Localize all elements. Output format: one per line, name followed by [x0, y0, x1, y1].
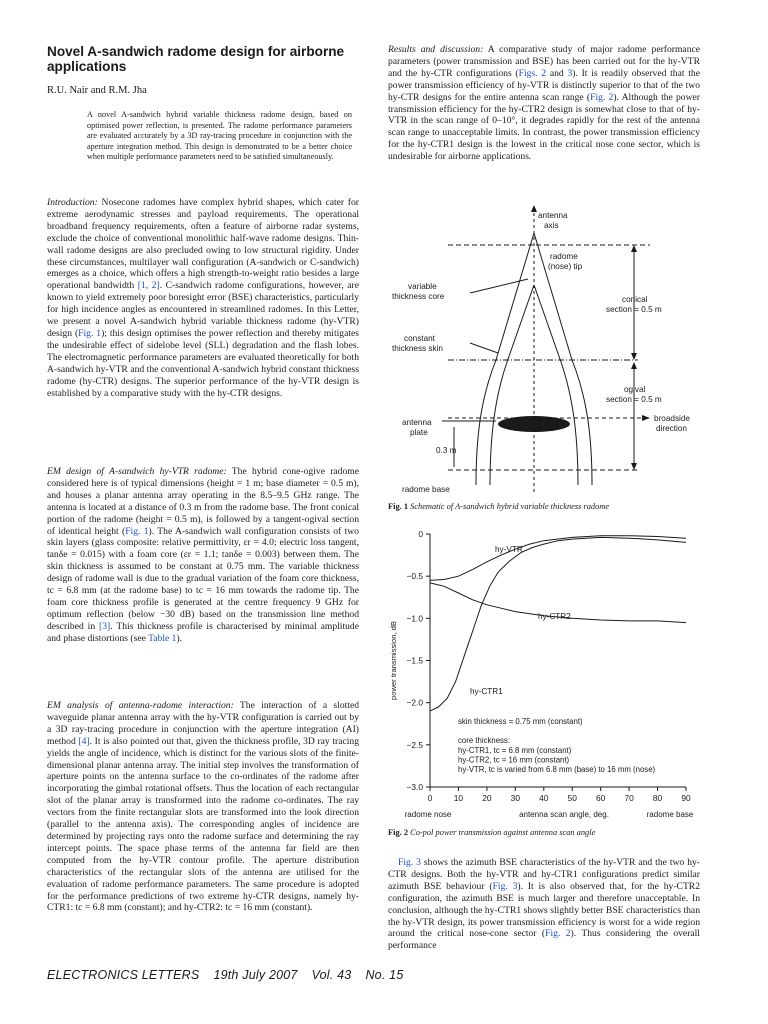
em-design-text-1: The hybrid cone-ogive radome considered here is of typical dimensions (height = 1 m; base diameter = 0.5 m), and houses a planar antenna array operating in the 8.5–9.5 GHz range. The antenna is located at a distance of 0.3 m from the radome base. The front conical portion of the radome (height = 0.5 m), is followed by a tangent-ogival section of identical height ( [47, 466, 359, 537]
label-broadside-2: direction [656, 424, 687, 433]
y-tick-label: −0.5 [406, 571, 423, 582]
em-design-text-2: ). The A-sandwich wall configuration consists of two skin layers (glass composite: relative permittivity, εr = 4.0; electric loss tangent, tanδe = 0.015) with a foam core (εr = 1.1; tanδe = 0.003) between them. The skin thickness is assumed to be constant at 0.75 mm. The variable thickness design of radome wall is due to the gradual variation of the foam core thickness, tc = 6.8 mm (at the radome base) to tc = 16 mm towards the radome tip. The foam core thickness profile is generated at the centre frequency 9 GHz for optimum reflection (below −30 dB) based on the transmission line method described in [47, 525, 359, 632]
label-variable-core-2: thickness core [392, 292, 445, 301]
x-tick-label: 80 [652, 793, 663, 803]
label-distance: 0.3 m [436, 446, 457, 455]
intro-text-3: ); this design optimises the power reflection and thereby mitigates the undesirable effect of sidelobe level (SLL) degradation and the flash lobes. The electromagnetic performance parameters are evaluated theoretically for both A-sandwich hy-VTR and the conventional A-sandwich hybrid constant thickness radome (hy-CTR) designs. The superior performance of the hy-VTR design is established by a comparative study with the hy-CTR designs. [47, 327, 359, 399]
section-em-design [47, 466, 359, 645]
figure1-caption [388, 502, 609, 511]
x-tick-label: 70 [624, 793, 634, 803]
radome-inner-left [490, 285, 534, 485]
y-tick-label: −2.5 [406, 739, 423, 750]
footer-volume: Vol. 43 [311, 968, 352, 982]
x-tick-label: 10 [453, 793, 464, 803]
label-radome-tip-2: (nose) tip [548, 262, 583, 271]
y-axis-label: power transmission, dB [389, 621, 398, 700]
ogival-arrow-down-icon [631, 463, 637, 470]
label-radome-tip: radome [550, 252, 578, 261]
figure2-chart [388, 522, 703, 822]
axis-arrow-icon [531, 205, 537, 212]
x-left-label: radome nose [404, 810, 452, 819]
label-antenna-plate-2: plate [410, 428, 428, 437]
label-variable-core: variable [408, 282, 437, 291]
results-text-3: ). It is readily observed that the power transmission efficiency of hy-VTR is distinctly superior to that of the two hy-CTR designs for the entire antenna scan range ( [388, 67, 700, 103]
label-conical-2: section = 0.5 m [606, 305, 662, 314]
fig3-link[interactable]: Fig. 3 [398, 857, 421, 868]
label-radome-base: radome base [402, 485, 450, 494]
fig1-link[interactable]: Fig. 1 [78, 327, 102, 339]
conical-arrow-up-icon [631, 245, 637, 252]
fig2-link[interactable]: Fig. 2 [590, 91, 614, 103]
chart-annotation-5: hy-VTR, tc is varied from 6.8 mm (base) to 16 mm (nose) [458, 765, 656, 774]
ref-link-3[interactable]: [3] [99, 620, 111, 632]
paper-authors: R.U. Nair and R.M. Jha [47, 85, 147, 96]
figure1-caption-label: Fig. 1 [388, 502, 409, 511]
antenna-plate [498, 416, 570, 432]
series-label-hy-vtr: hy-VTR [495, 545, 523, 554]
bse-text-1: shows the azimuth BSE characteristics of the hy-VTR and the two hy-CTR designs. Both the hy-VTR and hy-CTR1 configurations predict similar azimuth BSE behaviour ( [388, 857, 700, 892]
series-label-hy-ctr1: hy-CTR1 [470, 687, 503, 696]
fig3-link-2[interactable]: Fig. 3 [492, 880, 518, 892]
series-line-hy-ctr1 [430, 537, 686, 711]
em-analysis-text-1: The interaction of a slotted waveguide planar antenna array with the hy-VTR configuration is carried out by a 3D ray-tracing procedure in conjunction with the aperture integration (AI) method [47, 700, 360, 747]
footer-number: No. 15 [365, 968, 404, 982]
ref-link-4[interactable]: [4] [78, 735, 90, 747]
radome-outer-left [476, 233, 534, 485]
x-tick-label: 0 [427, 793, 433, 803]
figure2-caption-label: Fig. 2 [388, 828, 409, 837]
x-tick-label: 30 [510, 793, 520, 803]
em-design-text-4: ). [176, 632, 183, 644]
y-tick-label: −1.0 [406, 613, 423, 624]
section-results [388, 44, 700, 163]
y-tick-label: −2.0 [406, 697, 423, 708]
figure2-caption-text: Co-pol power transmission against antenna scan angle [410, 828, 596, 837]
section-bse [388, 857, 700, 952]
results-text-2: and [546, 67, 568, 79]
leader-variable-core [470, 279, 528, 293]
x-tick-label: 90 [681, 793, 691, 803]
chart-annotation-0: skin thickness = 0.75 mm (constant) [458, 717, 583, 726]
page-footer [47, 968, 417, 982]
label-ogival: ogival [624, 385, 646, 394]
paper-abstract: A novel A-sandwich hybrid variable thickness radome design, based on optimised power reflection, is presented. The radome performance parameters are evaluated accurately by a 3D ray-tracing procedure in conjunction with the aperture integration method. This design is demonstrated to be a better choice when multiple performance parameters need to be satisfied simultaneously. [87, 110, 352, 161]
x-right-label: radome base [646, 810, 694, 819]
em-design-text-3: . This thickness profile is characterised by minimal amplitude and phase distortions (see [47, 620, 359, 644]
x-axis-label: antenna scan angle, deg. [519, 810, 609, 819]
label-conical: conical [622, 295, 648, 304]
section-introduction [47, 197, 359, 399]
results-heading: Results and discussion: [388, 44, 484, 55]
label-antenna-axis-2: axis [544, 221, 559, 230]
figure1-caption-text: Schematic of A-sandwich hybrid variable thickness radome [410, 502, 610, 511]
section-em-analysis [47, 700, 359, 914]
chart-annotation-4: hy-CTR2, tc = 16 mm (constant) [458, 755, 570, 765]
label-broadside: broadside [654, 414, 690, 423]
leader-constant-skin [470, 343, 498, 353]
results-text-1: A comparative study of major radome performance parameters (power transmission and BSE) has been carried out for the hy-VTR and the hy-CTR configurations ( [388, 44, 701, 79]
label-antenna-plate: antenna [402, 418, 432, 427]
em-analysis-text-2: . It is also pointed out that, given the thickness profile, 3D ray tracing yields the angle of incidence, which is distinct for the various slots of the finite-dimensional planar antenna array. The initial step involves the transformation of aperture points on the antenna surface to the co-ordinates of the radome after incorporating the gimbal rotational offsets. Thus the location of each rectangular slot of the planar array is transformed into the radome co-ordinates. The ray vectors from the finite rectangular slots are transformed into the look direction (parallel to the antenna axis). The corresponding angles of incidence are determined by projecting rays onto the radome surface and determining the ray intercept points. The space phase terms of the antenna far field are then computed from the hy-VTR contour profile. The aperture distribution characteristics of the rectangular slots of the antenna are utilised for the evaluation of radome performance parameters. The same procedure is adopted for the performance predictions of two extreme hy-CTR designs, namely hy-CTR1: tc = 6.8 mm (constant); and hy-CTR2: tc = 16 mm (constant). [47, 735, 359, 914]
y-tick-label: 0 [418, 529, 423, 539]
radome-inner-right [534, 285, 578, 485]
bse-text-2: ). It is also observed that, for the hy-CTR2 configuration, the azimuth BSE is much larger and therefore unacceptable. In conclusion, although the hy-CTR1 shows slightly better BSE characteristics than the hy-VTR design, its power transmission efficiency is worst for a wide region around the critical nose-cone sector ( [388, 880, 701, 940]
fig1-link[interactable]: Fig. 1 [125, 525, 149, 537]
label-constant-skin-2: thickness skin [392, 344, 443, 353]
x-tick-label: 40 [539, 793, 549, 803]
figure2-caption [388, 828, 595, 837]
series-line-hy-vtr [430, 536, 686, 581]
label-antenna-axis: antenna [538, 211, 568, 220]
results-text-4: ). Although the power transmission efficiency for the hy-CTR2 design is somewhat close to that of hy-VTR in the scan range of 0–10°, it degrades rapidly for the rest of the antenna scan range to unacceptable limits. In contrast, the power transmission efficiency for the hy-CTR1 design is the lowest in the critical nose cone sector, which is undesirable for airborne applications. [388, 91, 700, 163]
figure1-schematic [388, 205, 700, 500]
intro-text-1: Nosecone radomes have complex hybrid shapes, which cater for extreme aerodynamic stresses and payload requirements. The operational broadband frequency requirements, often a feature of airborne radar systems, exclude the choice of conventional monolithic half-wave radome designs. Thin-wall radome designs are also precluded owing to low structural rigidity. Under these circumstances, multilayer wall configuration (A-sandwich or C-sandwich) emerges as a choice, which offers a high strength-to-weight ratio besides a large operational bandwidth [47, 197, 359, 292]
footer-journal: ELECTRONICS LETTERS [47, 968, 200, 982]
y-tick-label: −3.0 [406, 782, 423, 792]
chart-annotation-3: hy-CTR1, tc = 6.8 mm (constant) [458, 745, 572, 755]
x-tick-label: 60 [596, 793, 606, 803]
intro-heading: Introduction: [47, 197, 98, 208]
em-analysis-heading: EM analysis of antenna-radome interaction: [47, 700, 234, 711]
broadside-arrow-icon [642, 415, 650, 421]
ogival-arrow-up-icon [631, 362, 637, 369]
chart-annotation-2: core thickness: [458, 736, 511, 746]
paper-title: Novel A-sandwich radome design for airborne applications [47, 44, 345, 74]
conical-arrow-down-icon [631, 353, 637, 360]
ref-link-1-2[interactable]: [1, 2] [137, 280, 160, 292]
y-tick-label: −1.5 [406, 655, 423, 666]
intro-text-2: . C-sandwich radome configurations, however, are known to yield extremely poor boresight error (BSE) characteristics, particularly for high incidence angles as encountered in streamlined radomes. In this Letter, we present a novel A-sandwich hybrid variable thickness radome (hy-VTR) design ( [47, 280, 360, 339]
fig2-link-2[interactable]: Fig. 2 [545, 928, 571, 940]
label-ogival-2: section = 0.5 m [606, 395, 662, 404]
fig3-link[interactable]: 3 [567, 67, 573, 79]
figs2-link[interactable]: Figs. 2 [518, 67, 547, 79]
x-tick-label: 20 [482, 793, 492, 803]
table1-link[interactable]: Table 1 [148, 632, 177, 644]
em-design-heading: EM design of A-sandwich hy-VTR radome: [47, 466, 227, 477]
label-constant-skin: constant [404, 334, 435, 343]
footer-date: 19th July 2007 [213, 968, 298, 982]
bse-text-3: ). Thus considering the overall performance [388, 928, 700, 952]
series-label-hy-ctr2: hy-CTR2 [538, 612, 571, 621]
x-tick-label: 50 [567, 793, 577, 803]
